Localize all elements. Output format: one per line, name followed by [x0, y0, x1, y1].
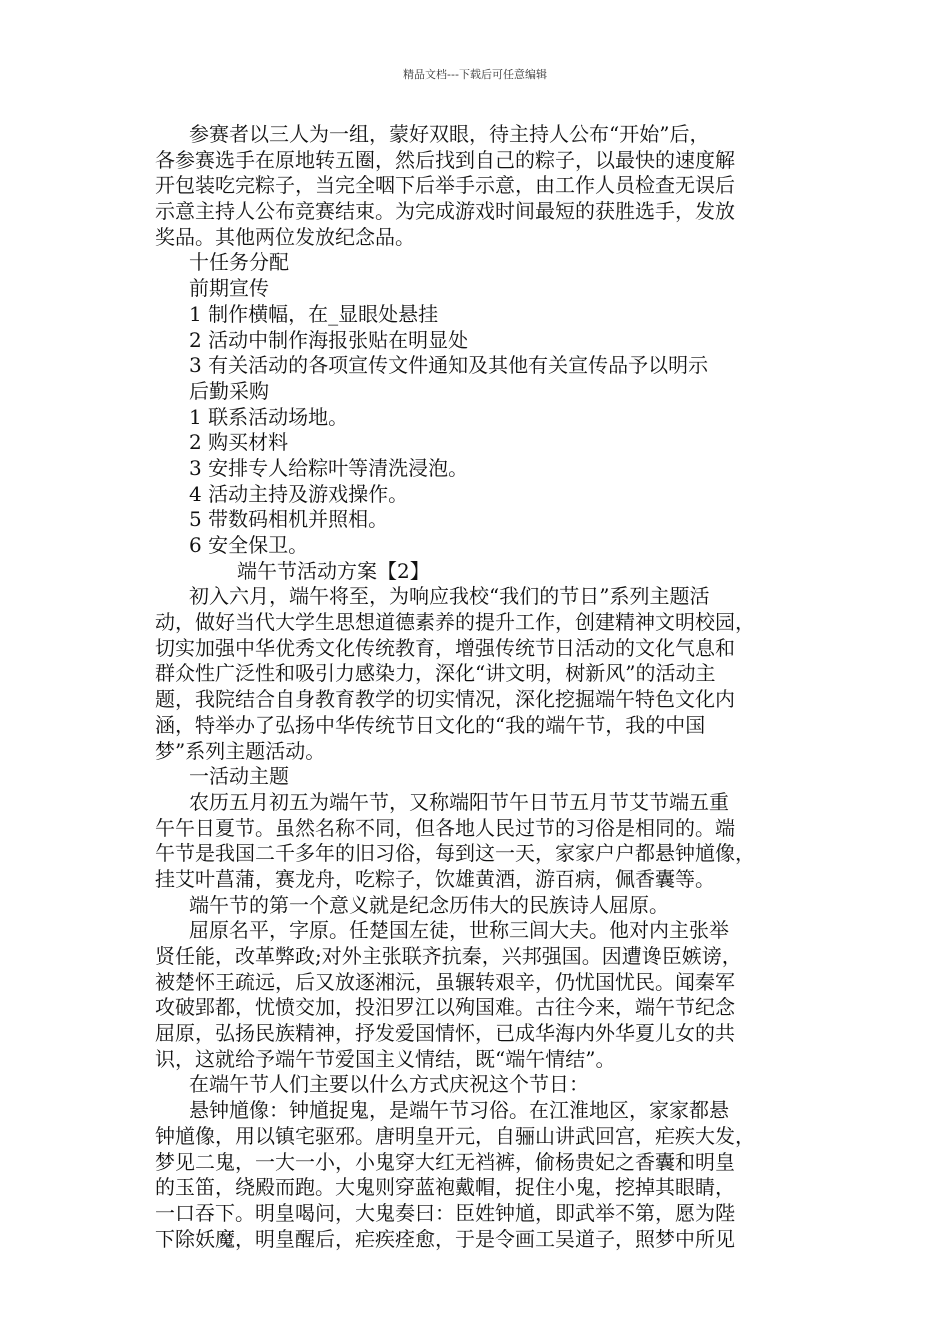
text-line: 一口吞下。明皇喝问，大鬼奏曰：臣姓钟馗，即武举不第，愿为陛: [155, 1200, 735, 1225]
text-line: 在端午节人们主要以什么方式庆祝这个节日：: [189, 1072, 589, 1097]
text-line: 梦见二鬼，一大一小，小鬼穿大红无裆裤，偷杨贵妃之香囊和明皇: [155, 1149, 735, 1174]
text-line: 5 带数码相机并照相。: [189, 507, 389, 532]
text-line: 2 活动中制作海报张贴在明显处: [189, 327, 469, 352]
text-line: 下除妖魔，明皇醒后，疟疾痊愈，于是令画工吴道子，照梦中所见: [155, 1226, 735, 1251]
text-line: 1 联系活动场地。: [189, 404, 349, 429]
text-line: 端午节活动方案【2】: [237, 558, 430, 583]
page-header: 精品文档---下载后可任意编辑: [403, 68, 547, 81]
text-line: 3 有关活动的各项宣传文件通知及其他有关宣传品予以明示: [189, 353, 709, 378]
document-body: [155, 122, 810, 1252]
text-line: 2 购买材料: [189, 430, 289, 455]
text-line: 农历五月初五为端午节，又称端阳节午日节五月节艾节端五重: [189, 789, 729, 814]
text-line: 3 安排专人给粽叶等清洗浸泡。: [189, 455, 469, 480]
text-line: 涵，特举办了弘扬中华传统节日文化的“我的端午节，我的中国: [155, 712, 706, 737]
text-line: 被楚怀王疏远，后又放逐湘沅，虽辗转艰辛，仍忧国忧民。闻秦军: [155, 969, 735, 994]
text-line: 1 制作横幅，在_显眼处悬挂: [189, 301, 439, 326]
text-line: 梦”系列主题活动。: [155, 738, 326, 763]
text-line: 初入六月，端午将至，为响应我校“我们的节日”系列主题活: [189, 584, 710, 609]
text-line: 挂艾叶菖蒲，赛龙舟，吃粽子，饮雄黄酒，游百病，佩香囊等。: [155, 866, 715, 891]
text-line: 的玉笛，绕殿而跑。大鬼则穿蓝袍戴帽，捉住小鬼，挖掉其眼睛，: [155, 1175, 735, 1200]
text-line: 午节是我国二千多年的旧习俗，每到这一天，家家户户都悬钟馗像，: [155, 841, 755, 866]
text-line: 奖品。其他两位发放纪念品。: [155, 224, 415, 249]
text-line: 6 安全保卫。: [189, 533, 309, 557]
text-line: 一活动主题: [189, 764, 289, 789]
text-line: 示意主持人公布竞赛结束。为完成游戏时间最短的获胜选手，发放: [155, 199, 735, 224]
text-line: 开包装吃完粽子，当完全咽下后举手示意，由工作人员检查无误后: [155, 173, 735, 198]
text-line: 屈原名平，字原。任楚国左徒，世称三闾大夫。他对内主张举: [189, 918, 729, 943]
text-line: 4 活动主持及游戏操作。: [189, 481, 409, 506]
text-line: 切实加强中华优秀文化传统教育，增强传统节日活动的文化气息和: [155, 635, 735, 660]
text-line: 前期宣传: [189, 276, 269, 301]
text-line: 午午日夏节。虽然名称不同，但各地人民过节的习俗是相同的。端: [155, 815, 735, 840]
text-line: 群众性广泛性和吸引力感染力，深化“讲文明，树新风”的活动主: [155, 661, 716, 686]
text-line: 动，做好当代大学生思想道德素养的提升工作，创建精神文明校园，: [155, 610, 755, 635]
text-line: 参赛者以三人为一组，蒙好双眼，待主持人公布“开始”后，: [189, 122, 710, 146]
text-line: 题，我院结合自身教育教学的切实情况，深化挖掘端午特色文化内: [155, 687, 735, 712]
text-line: 端午节的第一个意义就是纪念历伟大的民族诗人屈原。: [189, 892, 669, 917]
text-line: 悬钟馗像：钟馗捉鬼，是端午节习俗。在江淮地区，家家都悬: [189, 1098, 729, 1123]
text-line: 识，这就给予端午节爱国主义情结，既“端午情结”。: [155, 1046, 616, 1071]
text-line: 各参赛选手在原地转五圈，然后找到自己的粽子，以最快的速度解: [155, 147, 735, 172]
text-line: 贤任能，改革弊政;对外主张联齐抗秦，兴邦强国。因遭谗臣嫉谤，: [155, 944, 742, 968]
text-line: 钟馗像，用以镇宅驱邪。唐明皇开元，自骊山讲武回宫，疟疾大发，: [155, 1123, 755, 1148]
text-line: 后勤采购: [189, 378, 269, 403]
text-line: 屈原，弘扬民族精神，抒发爱国情怀，已成华海内外华夏儿女的共: [155, 1021, 735, 1046]
text-line: 攻破郢都，忧愤交加，投汨罗江以殉国难。古往今来，端午节纪念: [155, 995, 735, 1020]
text-line: 十任务分配: [189, 250, 289, 275]
